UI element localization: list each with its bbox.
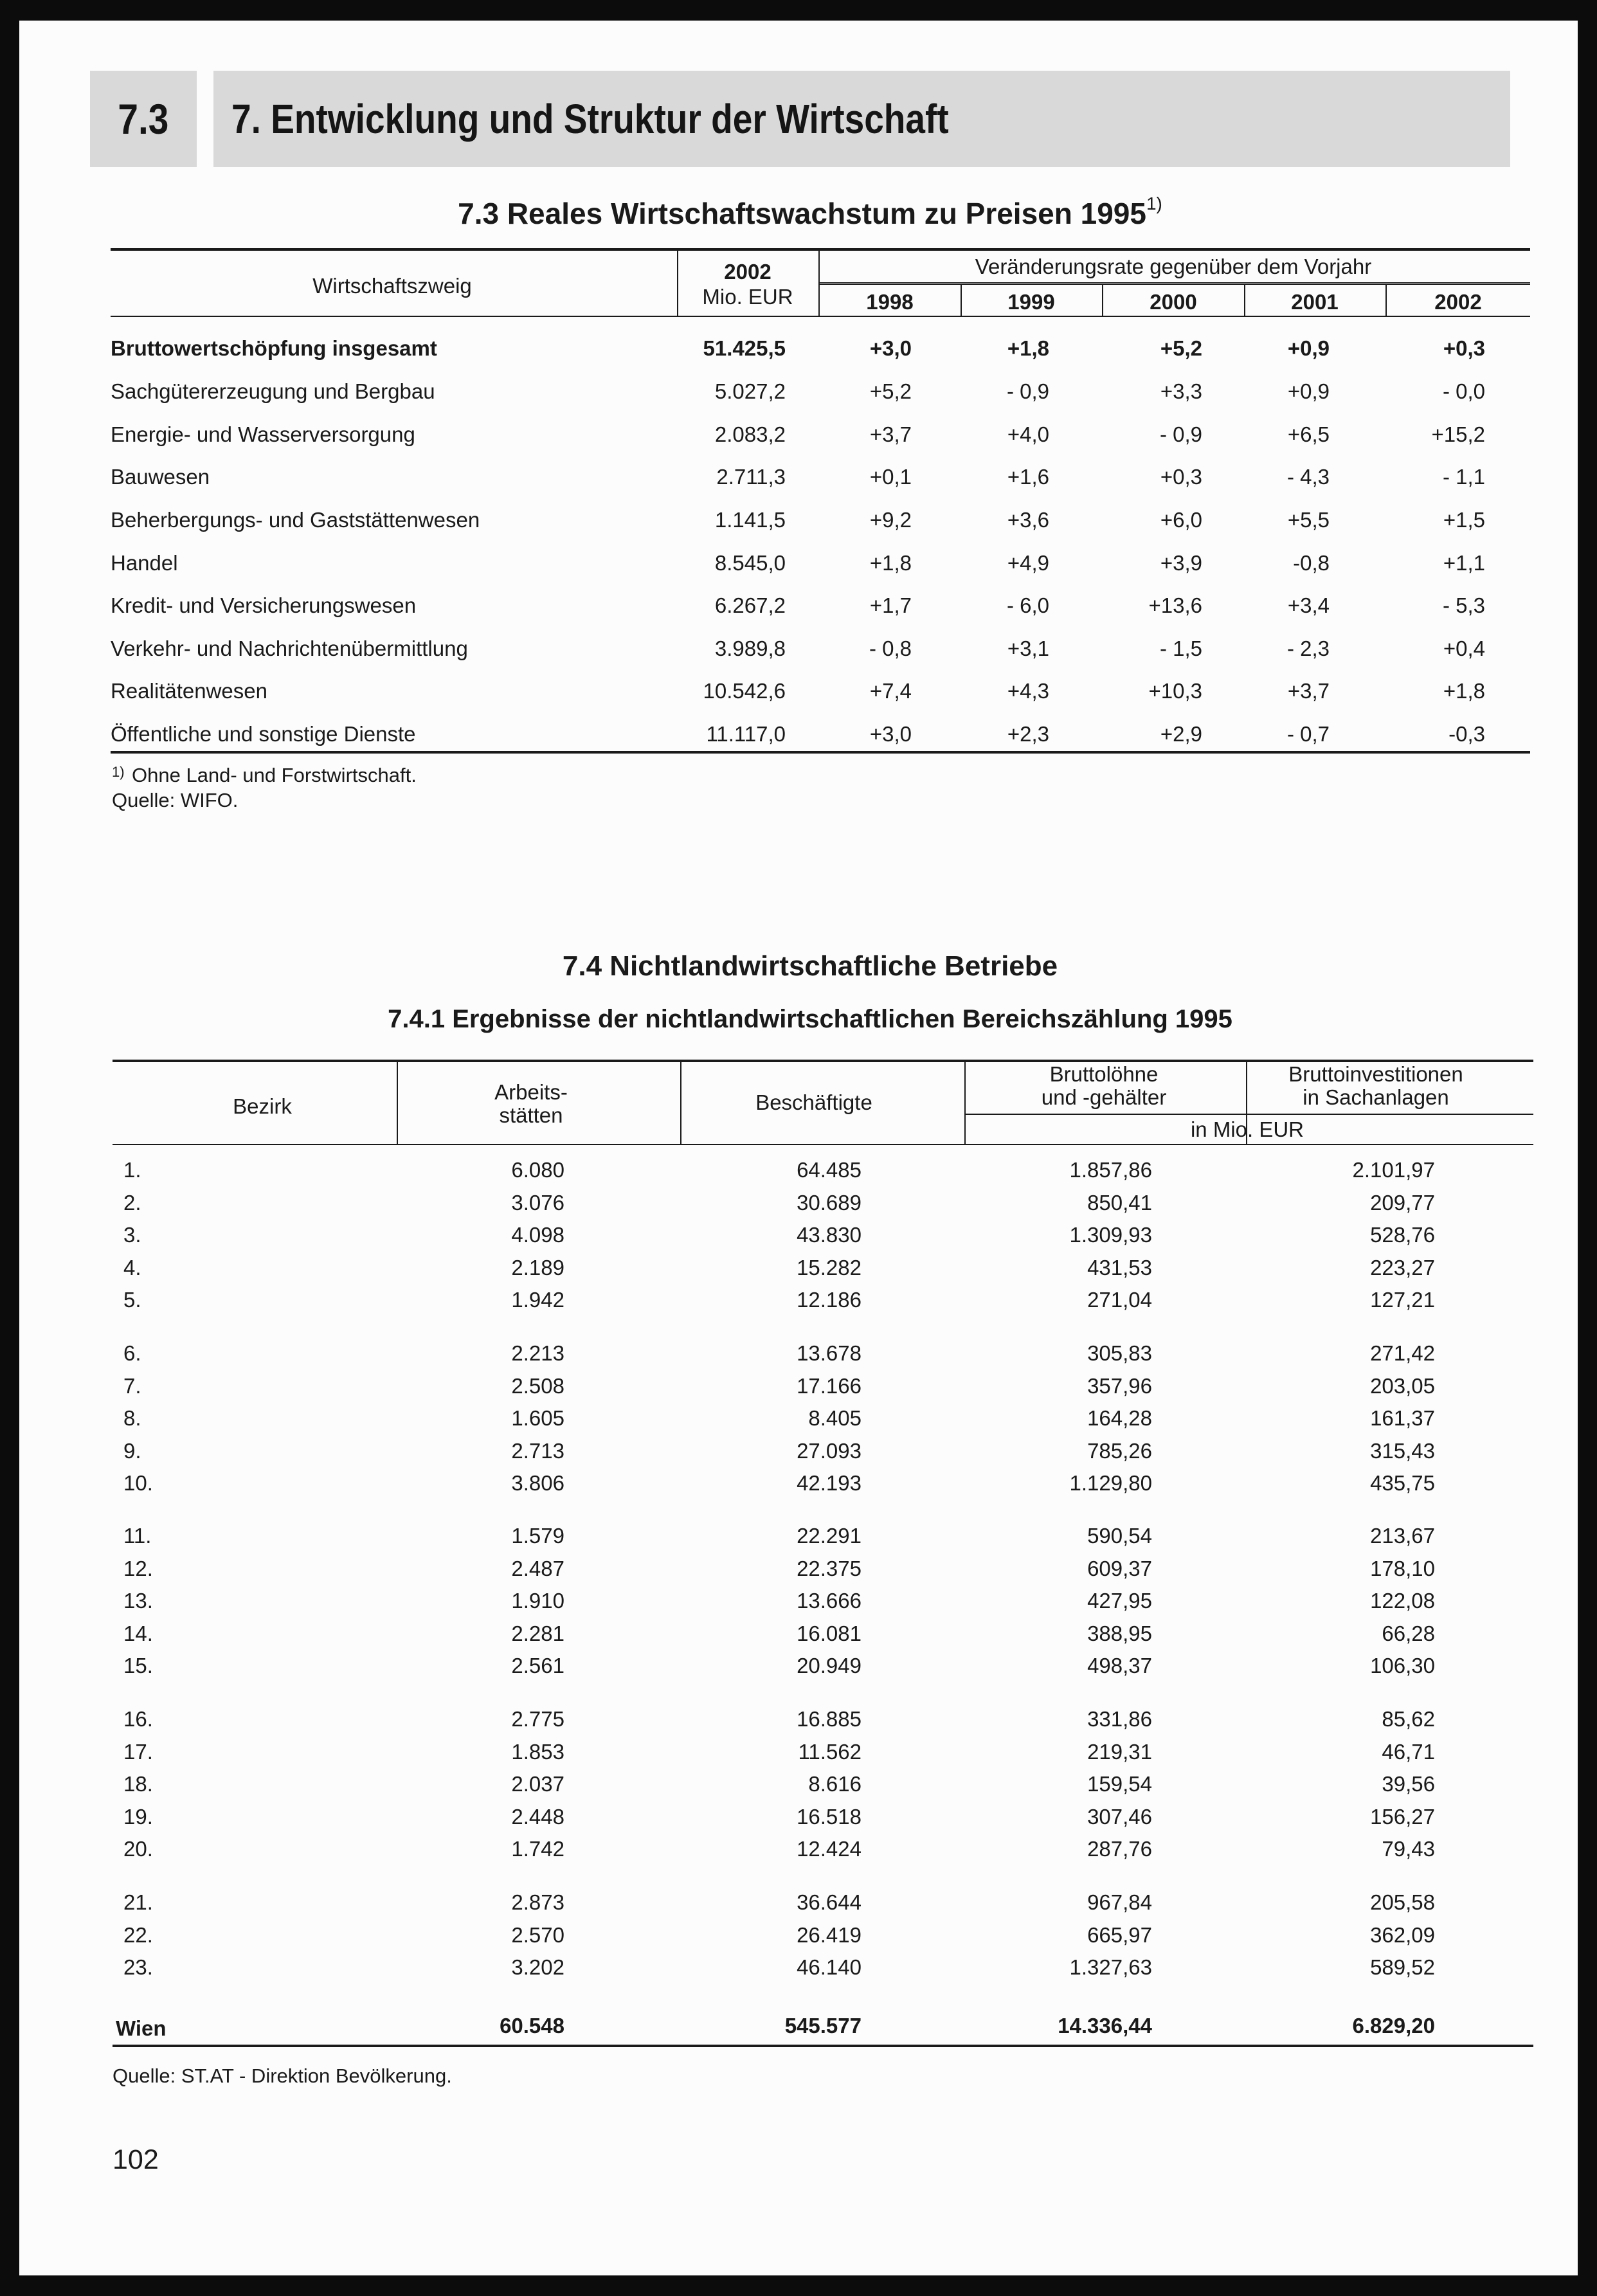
- table1-row-value: 6.267,2: [714, 593, 786, 617]
- section-number: 7.3: [118, 95, 169, 143]
- table2-row-sites: 6.080: [511, 1158, 564, 1182]
- table2-row-district: 21.: [123, 1890, 153, 1914]
- table2-row-district: 19.: [123, 1805, 153, 1829]
- table1-row-change-1998: +3,0: [869, 722, 912, 746]
- table2-row-wages: 164,28: [1087, 1406, 1152, 1430]
- table1-row-change-1998: +3,0: [869, 336, 912, 360]
- table2-row-district: 2.: [123, 1191, 141, 1215]
- table2-row-sites: 2.213: [511, 1341, 564, 1365]
- table2-col-sites-1: Arbeits-: [494, 1080, 568, 1104]
- table2-row-employees: 8.405: [808, 1406, 862, 1430]
- section74-title: 7.4 Nichtlandwirtschaftliche Betriebe: [562, 950, 1058, 982]
- table2-total-sites: 60.548: [500, 2014, 564, 2038]
- table1-row-change-1999: +4,3: [1007, 679, 1049, 703]
- table1-row-change-1999: - 6,0: [1006, 593, 1049, 617]
- table2-row-sites: 2.037: [511, 1772, 564, 1796]
- table2-header-rule: [113, 1144, 1533, 1145]
- table2-row-district: 4.: [123, 1256, 141, 1279]
- table2-row-wages: 609,37: [1087, 1557, 1152, 1580]
- table2-row-invest: 127,21: [1370, 1288, 1435, 1312]
- table2-row-sites: 1.910: [511, 1589, 564, 1613]
- table2-row-wages: 498,37: [1087, 1654, 1152, 1677]
- table1-row-change-1998: +0,1: [869, 465, 912, 489]
- table2-row-invest: 106,30: [1370, 1654, 1435, 1677]
- table1-row-value: 2.083,2: [714, 422, 786, 446]
- table1-col-sector: Wirtschaftszweig: [312, 274, 472, 298]
- table2-row-invest: 362,09: [1370, 1923, 1435, 1947]
- table2-row-district: 18.: [123, 1772, 153, 1796]
- table2-row-district: 10.: [123, 1471, 153, 1495]
- table1-row-value: 1.141,5: [714, 508, 786, 532]
- table1-row-change-2000: +2,9: [1160, 722, 1202, 746]
- table2-col-wages-1: Bruttolöhne: [1049, 1062, 1159, 1086]
- table1-col-change-group: Veränderungsrate gegenüber dem Vorjahr: [975, 255, 1372, 278]
- table2-total-invest: 6.829,20: [1352, 2014, 1435, 2038]
- table2-col-district: Bezirk: [233, 1094, 292, 1118]
- table1-row-change-2001: +3,7: [1287, 679, 1330, 703]
- table2-col-invest-1: Bruttoinvestitionen: [1288, 1062, 1463, 1086]
- table1-top-rule: [111, 248, 1530, 251]
- table2-col-employees: Beschäftigte: [755, 1090, 872, 1114]
- table2-row-district: 11.: [123, 1524, 152, 1548]
- table1-year-1998: 1998: [866, 290, 914, 314]
- table1-source: Quelle: WIFO.: [112, 789, 239, 811]
- table1-row-value: 5.027,2: [714, 379, 786, 403]
- table1-row-change-2002: - 5,3: [1442, 593, 1485, 617]
- table1-row-change-2002: +1,1: [1443, 551, 1485, 575]
- table2-row-invest: 39,56: [1382, 1772, 1435, 1796]
- table2-row-sites: 1.742: [511, 1837, 564, 1861]
- table2-row-district: 17.: [123, 1740, 153, 1764]
- table2-row-wages: 219,31: [1087, 1740, 1152, 1764]
- table2-row-wages: 388,95: [1087, 1622, 1152, 1645]
- table2-row-sites: 3.076: [511, 1191, 564, 1215]
- section74-subtitle: 7.4.1 Ergebnisse der nichtlandwirtschaftlichen Bereichszählung 1995: [388, 1005, 1232, 1033]
- table2-row-district: 22.: [123, 1923, 153, 1947]
- table1-row-value: 51.425,5: [703, 336, 786, 360]
- table1-row-change-2002: +1,8: [1443, 679, 1485, 703]
- table2-row-invest: 156,27: [1370, 1805, 1435, 1829]
- table1-row-label: Handel: [111, 551, 178, 575]
- table2-row-invest: 85,62: [1382, 1707, 1435, 1731]
- table2-row-sites: 1.579: [511, 1524, 564, 1548]
- table2-row-wages: 967,84: [1087, 1890, 1152, 1914]
- table1-footnote-mark: 1): [112, 764, 125, 780]
- table1-title: [90, 193, 1530, 231]
- table2-row-wages: 271,04: [1087, 1288, 1152, 1312]
- table2-row-sites: 3.202: [511, 1955, 564, 1979]
- table2-row-sites: 2.487: [511, 1557, 564, 1580]
- table2-row-employees: 12.186: [797, 1288, 862, 1312]
- table2-row-invest: 2.101,97: [1352, 1158, 1435, 1182]
- table2-unit-label: in Mio. EUR: [1190, 1117, 1304, 1141]
- table1-row-change-1998: +5,2: [869, 379, 912, 403]
- table2-total-wages: 14.336,44: [1058, 2014, 1152, 2038]
- table1-row-change-2000: +5,2: [1160, 336, 1202, 360]
- table2-row-sites: 2.508: [511, 1374, 564, 1398]
- table2-row-district: 13.: [123, 1589, 153, 1613]
- table2-row-sites: 2.873: [511, 1890, 564, 1914]
- table2-row-sites: 1.853: [511, 1740, 564, 1764]
- table1-row-change-1998: +3,7: [869, 422, 912, 446]
- table1-title-footnote-mark: 1): [1146, 193, 1162, 213]
- table1-row-change-2002: +0,3: [1443, 336, 1485, 360]
- table2-row-district: 20.: [123, 1837, 153, 1861]
- table2-row-employees: 64.485: [797, 1158, 862, 1182]
- table2-source: Quelle: ST.AT - Direktion Bevölkerung.: [113, 2065, 452, 2087]
- table1-row-change-2000: +0,3: [1160, 465, 1202, 489]
- table2-row-sites: 4.098: [511, 1223, 564, 1247]
- section-number-box: [90, 71, 197, 167]
- table2-row-district: 16.: [123, 1707, 153, 1731]
- table1-title-text: 7.3 Reales Wirtschaftswachstum zu Preisen 1995: [458, 197, 1146, 230]
- table2-row-wages: 1.857,86: [1069, 1158, 1152, 1182]
- table2-row-invest: 435,75: [1370, 1471, 1435, 1495]
- table1-bottom-rule: [111, 751, 1530, 754]
- table2-row-sites: 2.713: [511, 1439, 564, 1463]
- table2-row-district: 8.: [123, 1406, 141, 1430]
- table2-row-wages: 1.129,80: [1069, 1471, 1152, 1495]
- table2-row-sites: 1.605: [511, 1406, 564, 1430]
- table2-row-employees: 36.644: [797, 1890, 862, 1914]
- table2-row-wages: 357,96: [1087, 1374, 1152, 1398]
- table2-row-wages: 427,95: [1087, 1589, 1152, 1613]
- table2-row-invest: 66,28: [1382, 1622, 1435, 1645]
- table2-row-district: 15.: [123, 1654, 153, 1677]
- table2-row-sites: 2.189: [511, 1256, 564, 1279]
- table1-row-label: Energie- und Wasserversorgung: [111, 422, 415, 446]
- table2-row-employees: 46.140: [797, 1955, 862, 1979]
- table2-total-employees: 545.577: [784, 2014, 862, 2038]
- table1-row-change-2001: - 0,7: [1286, 722, 1330, 746]
- table1-row-change-2002: - 1,1: [1442, 465, 1485, 489]
- table1-row-change-2001: +0,9: [1287, 379, 1330, 403]
- table2-row-employees: 20.949: [797, 1654, 862, 1677]
- table1-row-value: 2.711,3: [716, 465, 786, 489]
- table1-row-change-2002: - 0,0: [1442, 379, 1485, 403]
- table2-row-employees: 8.616: [808, 1772, 862, 1796]
- table1-row-change-1999: +4,0: [1007, 422, 1049, 446]
- table2-row-wages: 431,53: [1087, 1256, 1152, 1279]
- table1-row-change-2000: - 0,9: [1159, 422, 1202, 446]
- table2-row-employees: 26.419: [797, 1923, 862, 1947]
- table2-row-employees: 16.518: [797, 1805, 862, 1829]
- table1-row-label: Sachgütererzeugung und Bergbau: [111, 379, 435, 403]
- table2-row-invest: 205,58: [1370, 1890, 1435, 1914]
- table2-row-sites: 2.448: [511, 1805, 564, 1829]
- table2-unit-rule: [964, 1114, 1533, 1115]
- table1-row-change-1999: +4,9: [1007, 551, 1049, 575]
- table1-row-change-2001: -0,8: [1293, 551, 1330, 575]
- table2-row-wages: 159,54: [1087, 1772, 1152, 1796]
- table1-row-value: 8.545,0: [714, 551, 786, 575]
- table2-row-sites: 2.570: [511, 1923, 564, 1947]
- table1-row-change-2002: +15,2: [1431, 422, 1485, 446]
- table1-col-value-year: 2002: [724, 260, 771, 284]
- table1-row-value: 11.117,0: [706, 722, 786, 746]
- table1-row-change-2002: -0,3: [1448, 722, 1485, 746]
- chapter-title-box: [213, 71, 1510, 167]
- table2-row-employees: 15.282: [797, 1256, 862, 1279]
- table2-row-employees: 42.193: [797, 1471, 862, 1495]
- table2-row-district: 1.: [123, 1158, 141, 1182]
- table1-row-change-2001: +6,5: [1287, 422, 1330, 446]
- table2-row-sites: 2.775: [511, 1707, 564, 1731]
- table2-row-district: 6.: [123, 1341, 141, 1365]
- table2-col-sites-2: stätten: [499, 1103, 563, 1127]
- table2-row-employees: 13.666: [797, 1589, 862, 1613]
- table2-row-invest: 178,10: [1370, 1557, 1435, 1580]
- table2-row-invest: 589,52: [1370, 1955, 1435, 1979]
- table1-row-change-1998: +7,4: [869, 679, 912, 703]
- table1-row-change-1999: +2,3: [1007, 722, 1049, 746]
- table2-row-wages: 785,26: [1087, 1439, 1152, 1463]
- table2-row-district: 7.: [123, 1374, 141, 1398]
- table2-row-invest: 223,27: [1370, 1256, 1435, 1279]
- table2-row-district: 9.: [123, 1439, 141, 1463]
- table1-row-change-2000: +6,0: [1160, 508, 1202, 532]
- table2-row-invest: 213,67: [1370, 1524, 1435, 1548]
- table1-row-change-2000: - 1,5: [1159, 637, 1202, 660]
- table2-row-district: 14.: [123, 1622, 153, 1645]
- table1-row-change-2000: +10,3: [1148, 679, 1202, 703]
- chapter-title: 7. Entwicklung und Struktur der Wirtschaft: [231, 96, 949, 142]
- table2-row-employees: 11.562: [798, 1740, 862, 1764]
- table2-row-district: 12.: [123, 1557, 153, 1580]
- table1-row-label: Verkehr- und Nachrichtenübermittlung: [111, 637, 468, 660]
- table2-row-sites: 3.806: [511, 1471, 564, 1495]
- table1-year-2002: 2002: [1434, 290, 1482, 314]
- table1-col-value-unit: Mio. EUR: [702, 285, 793, 309]
- table2-bottom-rule: [113, 2045, 1533, 2047]
- table1-footnote: Ohne Land- und Forstwirtschaft.: [132, 764, 417, 786]
- table2-row-wages: 665,97: [1087, 1923, 1152, 1947]
- table2-row-employees: 12.424: [797, 1837, 862, 1861]
- table2-row-district: 23.: [123, 1955, 153, 1979]
- table2-row-wages: 1.309,93: [1069, 1223, 1152, 1247]
- table2-row-employees: 27.093: [797, 1439, 862, 1463]
- table1-row-change-2000: +3,9: [1160, 551, 1202, 575]
- table2-row-sites: 2.281: [511, 1622, 564, 1645]
- table1-row-change-2001: +3,4: [1287, 593, 1330, 617]
- table1-row-change-1999: - 0,9: [1006, 379, 1049, 403]
- table2-row-invest: 122,08: [1370, 1589, 1435, 1613]
- table1-row-change-2000: +13,6: [1148, 593, 1202, 617]
- table1-row-value: 10.542,6: [703, 679, 786, 703]
- table2-row-invest: 203,05: [1370, 1374, 1435, 1398]
- table1-row-change-1998: +1,7: [869, 593, 912, 617]
- table2-row-invest: 161,37: [1370, 1406, 1435, 1430]
- table2-row-sites: 1.942: [511, 1288, 564, 1312]
- table2-row-employees: 16.081: [797, 1622, 862, 1645]
- table2-row-wages: 850,41: [1087, 1191, 1152, 1215]
- table2-row-invest: 79,43: [1382, 1837, 1435, 1861]
- table2-row-district: 3.: [123, 1223, 141, 1247]
- table2-row-wages: 307,46: [1087, 1805, 1152, 1829]
- table1-row-change-2000: +3,3: [1160, 379, 1202, 403]
- table1-row-label: Bauwesen: [111, 465, 210, 489]
- table2-row-wages: 331,86: [1087, 1707, 1152, 1731]
- table1-row-value: 3.989,8: [714, 637, 786, 660]
- table2-row-invest: 528,76: [1370, 1223, 1435, 1247]
- table1-row-change-1999: +3,6: [1007, 508, 1049, 532]
- table2-row-employees: 17.166: [797, 1374, 862, 1398]
- table1-row-label: Öffentliche und sonstige Dienste: [111, 722, 416, 746]
- table2-row-employees: 22.375: [797, 1557, 862, 1580]
- table2-row-wages: 305,83: [1087, 1341, 1152, 1365]
- table1-row-change-2001: - 2,3: [1286, 637, 1330, 660]
- table1-row-label: Kredit- und Versicherungswesen: [111, 593, 417, 617]
- table1-row-change-2001: +0,9: [1287, 336, 1330, 360]
- table2-row-district: 5.: [123, 1288, 141, 1312]
- table2-row-invest: 209,77: [1370, 1191, 1435, 1215]
- table1-row-change-1999: +1,6: [1007, 465, 1049, 489]
- table1-row-change-1998: - 0,8: [869, 637, 912, 660]
- table2-row-wages: 287,76: [1087, 1837, 1152, 1861]
- table1-row-change-1999: +3,1: [1007, 637, 1049, 660]
- table2-row-employees: 43.830: [797, 1223, 862, 1247]
- table2-row-wages: 590,54: [1087, 1524, 1152, 1548]
- table2-row-employees: 30.689: [797, 1191, 862, 1215]
- table1-row-label: Bruttowertschöpfung insgesamt: [111, 336, 437, 360]
- table1-row-change-1998: +1,8: [869, 551, 912, 575]
- table2-row-employees: 22.291: [797, 1524, 862, 1548]
- table2-row-employees: 13.678: [797, 1341, 862, 1365]
- table1-row-label: Realitätenwesen: [111, 679, 267, 703]
- table2-row-invest: 271,42: [1370, 1341, 1435, 1365]
- table1-row-change-1998: +9,2: [869, 508, 912, 532]
- table2-row-employees: 16.885: [797, 1707, 862, 1731]
- table2-col-invest-2: in Sachanlagen: [1303, 1085, 1449, 1109]
- table1-row-label: Beherbergungs- und Gaststättenwesen: [111, 508, 480, 532]
- table1-group-underline-2: [820, 284, 1530, 285]
- table1-row-change-2001: - 4,3: [1286, 465, 1330, 489]
- table2-row-wages: 1.327,63: [1069, 1955, 1152, 1979]
- table2-row-sites: 2.561: [511, 1654, 564, 1677]
- table2-row-invest: 315,43: [1370, 1439, 1435, 1463]
- table1-year-1999: 1999: [1007, 290, 1055, 314]
- page-number: 102: [113, 2144, 159, 2175]
- table1-header-rule: [111, 316, 1530, 317]
- table1-row-change-2002: +1,5: [1443, 508, 1485, 532]
- table2-col-wages-2: und -gehälter: [1041, 1085, 1167, 1109]
- table2-row-invest: 46,71: [1382, 1740, 1435, 1764]
- table1-row-change-2002: +0,4: [1443, 637, 1485, 660]
- table1-group-underline: [820, 282, 1530, 284]
- table1-year-2000: 2000: [1150, 290, 1197, 314]
- table1-row-change-2001: +5,5: [1287, 508, 1330, 532]
- table2-total-district: Wien: [116, 2016, 167, 2040]
- table1-row-change-1999: +1,8: [1007, 336, 1049, 360]
- table1-year-2001: 2001: [1291, 290, 1339, 314]
